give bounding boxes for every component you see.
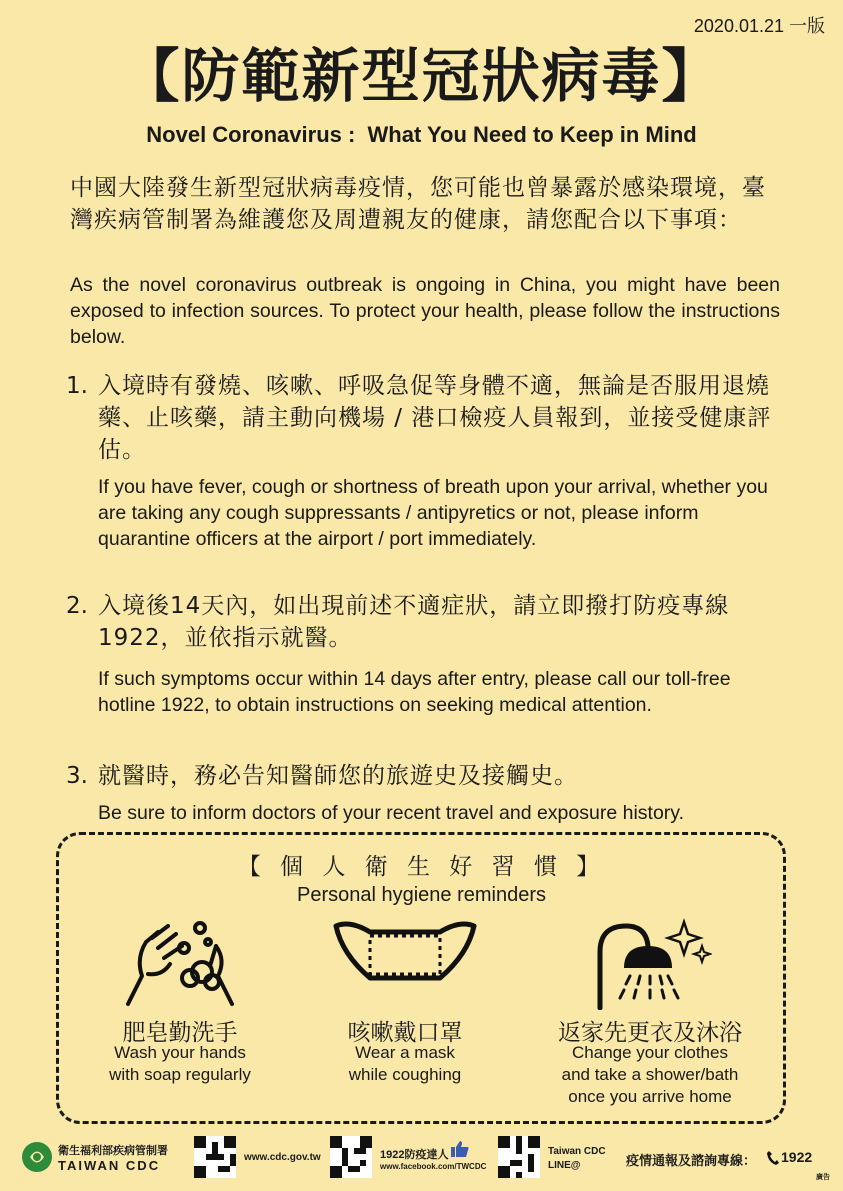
hygiene-title: 【 個 人 衛 生 好 習 慣 】 bbox=[237, 854, 606, 880]
item-number: 2. bbox=[66, 593, 88, 619]
item-english: If you have fever, cough or shortness of breath upon your arrival, whether you are taking any cough suppressants / antipyretics or not, please inform quarantine officers at the airport / port immediately. bbox=[98, 476, 768, 550]
taiwan-cdc-logo-icon bbox=[20, 1140, 54, 1174]
ad-label: 廣告 bbox=[816, 1174, 830, 1181]
intro-english: As the novel coronavirus outbreak is ongoing in China, you might have been exposed to infection sources. To protect your health, please follow the instructions below. bbox=[70, 274, 780, 348]
item-chinese: 入境後14天內，如出現前述不適症狀，請立即撥打防疫專線1922，並依指示就醫。 bbox=[98, 593, 730, 651]
tip-label-chinese: 咳嗽戴口罩 bbox=[347, 1020, 463, 1046]
tip-label-english: Change your clothes and take a shower/bath once you arrive home bbox=[561, 1043, 739, 1106]
instruction-item bbox=[66, 760, 776, 826]
shower-icon bbox=[592, 918, 712, 1010]
item-number: 1. bbox=[66, 373, 88, 399]
item-chinese: 就醫時，務必告知醫師您的旅遊史及接觸史。 bbox=[98, 763, 578, 789]
facebook-qr-code-icon bbox=[330, 1136, 372, 1178]
thumbs-up-icon bbox=[450, 1140, 470, 1158]
item-english: Be sure to inform doctors of your recent travel and exposure history. bbox=[98, 802, 684, 824]
phone-icon bbox=[766, 1150, 780, 1166]
facebook-link[interactable]: www.facebook.com/TWCDC bbox=[380, 1162, 487, 1171]
line-qr-code-icon bbox=[498, 1136, 540, 1178]
tip-label-english: Wash your hands with soap regularly bbox=[109, 1043, 251, 1084]
org-name-english: TAIWAN CDC bbox=[58, 1158, 161, 1173]
edition-date: 2020.01.21 一版 bbox=[693, 16, 825, 36]
website-link[interactable]: www.cdc.gov.tw bbox=[244, 1152, 321, 1163]
hygiene-subtitle: Personal hygiene reminders bbox=[296, 884, 547, 906]
org-name-chinese: 衛生福利部疾病管制署 bbox=[58, 1145, 168, 1157]
hotline-number[interactable]: 1922 bbox=[781, 1149, 813, 1165]
line-account-label: LINE@ bbox=[548, 1160, 581, 1171]
page-title: 【防範新型冠狀病毒】 bbox=[121, 42, 722, 110]
facebook-page-name: 1922防疫達人 bbox=[380, 1149, 449, 1161]
hotline-label: 疫情通報及諮詢專線： bbox=[626, 1153, 757, 1168]
item-number: 3. bbox=[66, 763, 88, 789]
tip-label-english: Wear a mask while coughing bbox=[348, 1043, 462, 1084]
item-english: If such symptoms occur within 14 days after entry, please call our toll-free hotline 1922, to obtain instructions on seeking medical attention. bbox=[98, 668, 731, 716]
hand-washing-icon bbox=[118, 918, 242, 1010]
item-chinese: 入境時有發燒、咳嗽、呼吸急促等身體不適，無論是否服用退燒藥、止咳藥，請主動向機場 / 港口檢疫人員報到，並接受健康評估。 bbox=[98, 373, 772, 463]
line-account-name: Taiwan CDC bbox=[548, 1146, 606, 1157]
website-qr-code-icon bbox=[194, 1136, 236, 1178]
instruction-item bbox=[66, 590, 776, 718]
tip-label-chinese: 返家先更衣及沐浴 bbox=[558, 1020, 742, 1046]
intro-chinese: 中國大陸發生新型冠狀病毒疫情，您可能也曾暴露於感染環境，臺灣疾病管制署為維護您及周遭親友的健康，請您配合以下事項： bbox=[70, 175, 766, 233]
tip-label-chinese: 肥皂勤洗手 bbox=[122, 1020, 238, 1046]
page-subtitle: Novel Coronavirus : What You Need to Keep in Mind bbox=[146, 122, 697, 147]
face-mask-icon bbox=[330, 918, 480, 988]
instruction-item bbox=[66, 370, 776, 552]
footer bbox=[0, 1132, 843, 1191]
